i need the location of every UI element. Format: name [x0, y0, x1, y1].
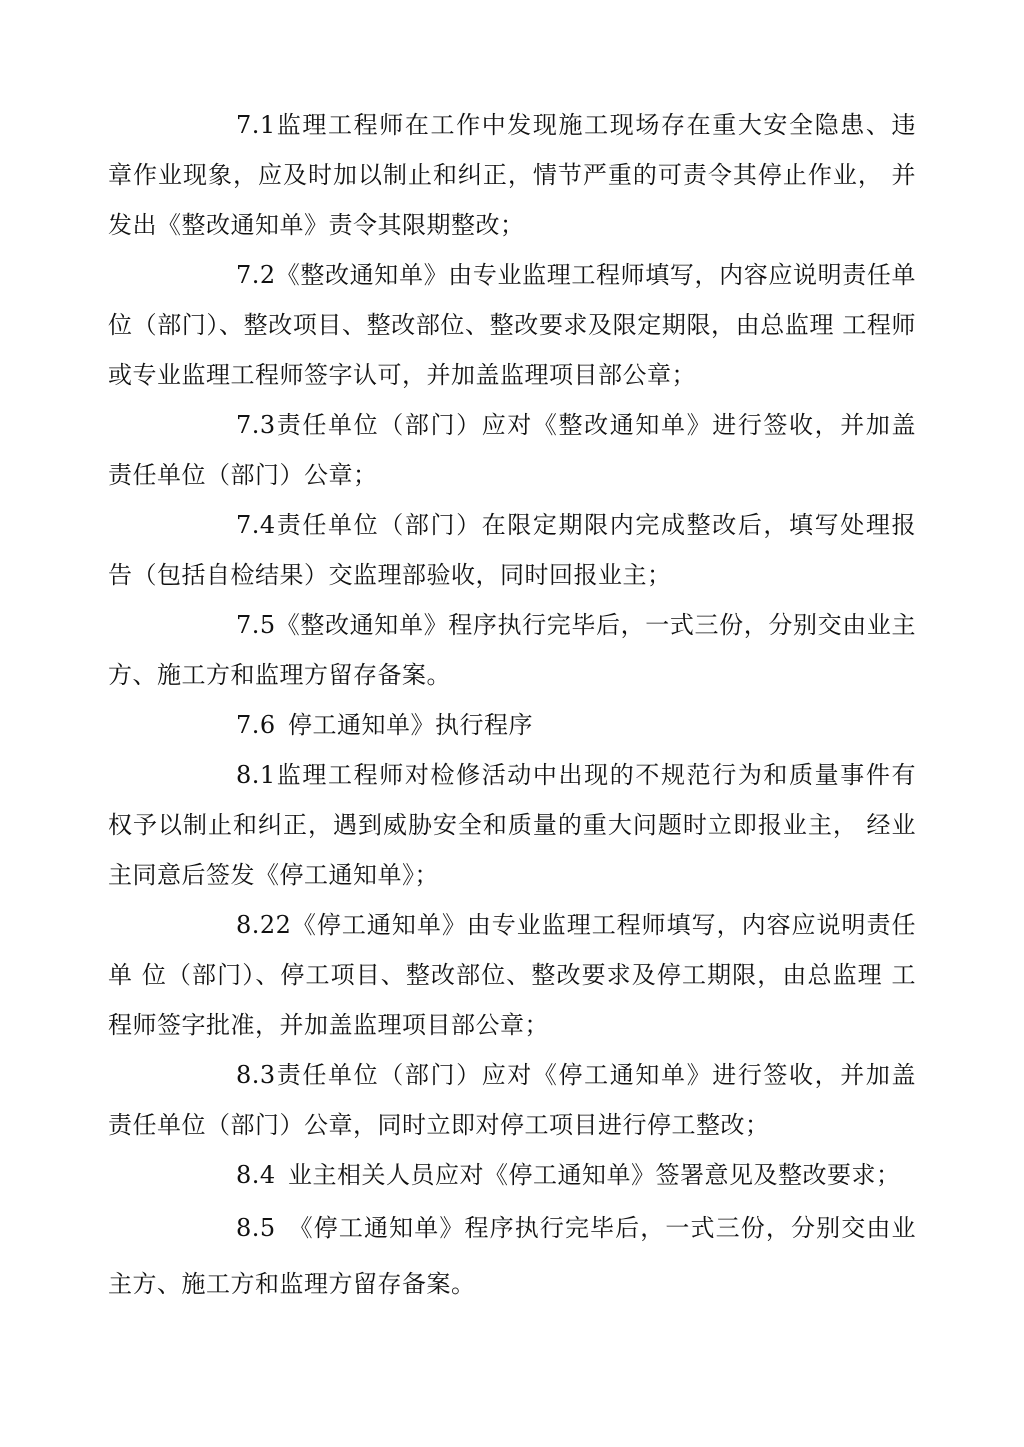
clause-text: 责任单位（部门）应对《整改通知单》进行签收，并加盖 责任单位（部门）公章； [108, 411, 916, 489]
paragraph-7-2 [108, 250, 916, 400]
clause-text: 《整改通知单》由专业监理工程师填写，内容应说明责任单 位（部门）、整改项目、整改部位、整改要求及限定期限，由总监理 工程师或专业监理工程师签字认可，并加盖监理项目部公章； [108, 261, 916, 389]
paragraph-8-1 [108, 750, 916, 900]
clause-number: 7.3 [236, 411, 276, 439]
paragraph-7-4 [108, 500, 916, 600]
document-page [108, 100, 916, 1312]
paragraph-8-3 [108, 1050, 916, 1150]
paragraph-7-3 [108, 400, 916, 500]
clause-text: 业主相关人员应对《停工通知单》签署意见及整改要求； [288, 1161, 901, 1189]
clause-number: 7.2 [236, 261, 276, 289]
clause-text: 停工通知单》执行程序 [288, 711, 533, 739]
clause-text: 责任单位（部门）在限定期限内完成整改后，填写处理报 告（包括自检结果）交监理部验收，同时回报业主； [108, 511, 916, 589]
paragraph-7-5 [108, 600, 916, 700]
clause-text: 责任单位（部门）应对《停工通知单》进行签收，并加盖 责任单位（部门）公章，同时立即对停工项目进行停工整改； [108, 1061, 916, 1139]
clause-number: 8.2 [236, 911, 276, 939]
clause-text: 监理工程师在工作中发现施工现场存在重大安全隐患、违 章作业现象，应及时加以制止和纠正，情节严重的可责令其停止作业， 并发出《整改通知单》责令其限期整改； [108, 111, 916, 239]
clause-text: 《整改通知单》程序执行完毕后，一式三份，分别交由业主 方、施工方和监理方留存备案。 [108, 611, 916, 689]
clause-number: 7.4 [236, 511, 276, 539]
clause-number: 8.5 [236, 1214, 276, 1242]
paragraph-7-1 [108, 100, 916, 250]
clause-number: 8.4 [236, 1161, 276, 1189]
clause-number: 7.1 [236, 111, 276, 139]
clause-text: 监理工程师对检修活动中出现的不规范行为和质量事件有 权予以制止和纠正，遇到威胁安全和质量的重大问题时立即报业主， 经业主同意后签发《停工通知单》； [108, 761, 916, 889]
clause-number: 7.6 [236, 711, 276, 739]
paragraph-8-5 [108, 1200, 916, 1312]
clause-text: 《停工通知单》程序执行完毕后，一式三份，分别交由业主方、施工方和监理方留存备案。 [108, 1214, 916, 1298]
paragraph-8-2 [108, 900, 916, 1050]
clause-text: 2《停工通知单》由专业监理工程师填写，内容应说明责任单 位（部门）、停工项目、整改部位、整改要求及停工期限，由总监理 工程师签字批准，并加盖监理项目部公章； [108, 911, 916, 1039]
clause-number: 8.3 [236, 1061, 276, 1089]
paragraph-8-4 [108, 1150, 916, 1200]
clause-number: 8.1 [236, 761, 276, 789]
paragraph-7-6 [108, 700, 916, 750]
clause-number: 7.5 [236, 611, 276, 639]
